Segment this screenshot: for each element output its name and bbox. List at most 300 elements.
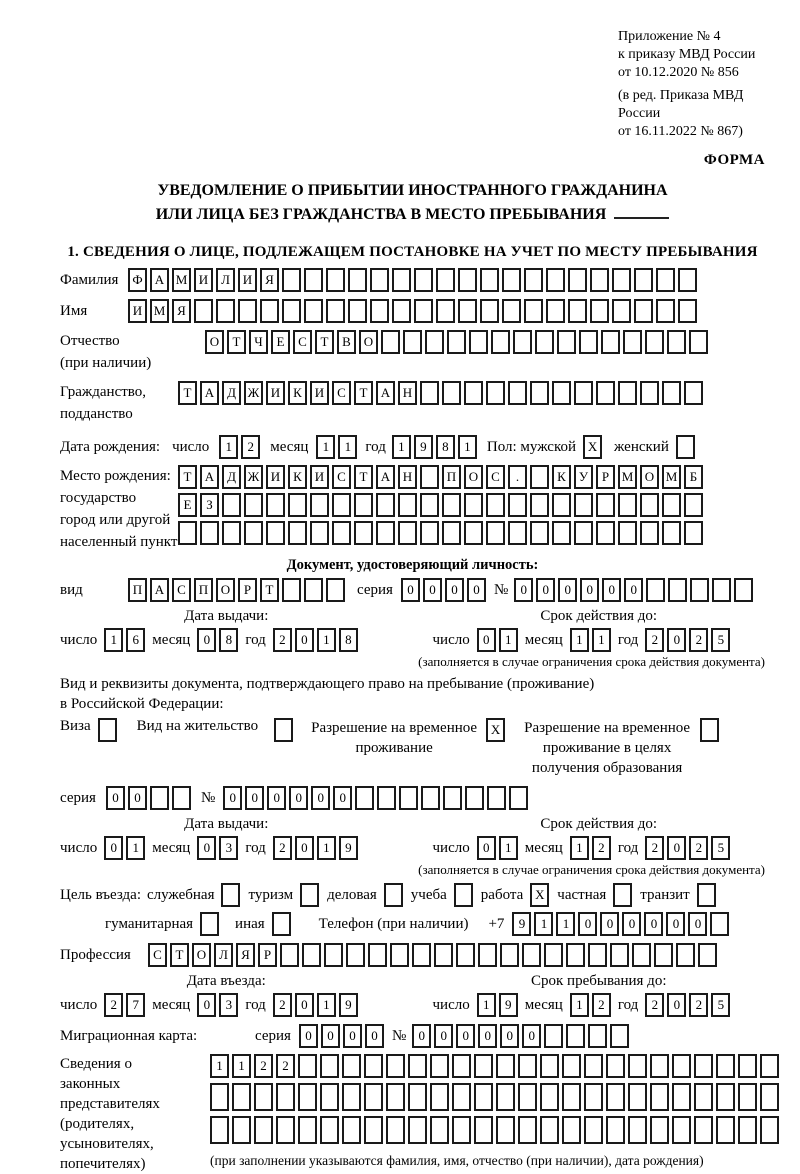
form-cell[interactable] xyxy=(601,330,620,354)
form-cell[interactable] xyxy=(458,268,477,292)
form-cell[interactable] xyxy=(386,1116,405,1144)
form-cell[interactable]: 2 xyxy=(273,836,292,860)
form-cell[interactable] xyxy=(640,493,659,517)
form-cell[interactable]: 1 xyxy=(104,628,123,652)
form-cell[interactable] xyxy=(474,1083,493,1111)
form-cell[interactable]: 6 xyxy=(126,628,145,652)
form-cell[interactable] xyxy=(646,578,665,602)
form-cell[interactable] xyxy=(662,381,681,405)
form-cell[interactable] xyxy=(430,1054,449,1078)
form-cell[interactable] xyxy=(398,521,417,545)
form-cell[interactable]: А xyxy=(200,465,219,489)
form-cell[interactable]: П xyxy=(194,578,213,602)
form-cell[interactable]: 0 xyxy=(333,786,352,810)
form-cell[interactable]: Я xyxy=(172,299,191,323)
form-cell[interactable]: 0 xyxy=(536,578,555,602)
form-cell[interactable] xyxy=(596,493,615,517)
form-cell[interactable] xyxy=(364,1116,383,1144)
form-cell[interactable] xyxy=(606,1054,625,1078)
form-cell[interactable] xyxy=(552,381,571,405)
form-cell[interactable]: Е xyxy=(271,330,290,354)
form-cell[interactable] xyxy=(222,521,241,545)
form-cell[interactable]: 1 xyxy=(316,435,335,459)
form-cell[interactable] xyxy=(645,330,664,354)
form-cell[interactable] xyxy=(200,521,219,545)
form-cell[interactable] xyxy=(509,786,528,810)
form-cell[interactable] xyxy=(496,1083,515,1111)
form-cell[interactable]: 2 xyxy=(104,993,123,1017)
form-cell[interactable]: 0 xyxy=(522,1024,541,1048)
form-cell[interactable] xyxy=(634,268,653,292)
form-cell[interactable] xyxy=(640,381,659,405)
form-cell[interactable]: Т xyxy=(354,381,373,405)
form-cell[interactable] xyxy=(254,1083,273,1111)
form-cell[interactable]: 3 xyxy=(219,836,238,860)
form-cell[interactable] xyxy=(178,521,197,545)
form-cell[interactable] xyxy=(210,1116,229,1144)
form-cell[interactable] xyxy=(436,268,455,292)
form-cell[interactable] xyxy=(430,1116,449,1144)
form-cell[interactable]: 8 xyxy=(339,628,358,652)
form-cell[interactable]: Ж xyxy=(244,381,263,405)
form-cell[interactable]: 8 xyxy=(436,435,455,459)
form-cell[interactable] xyxy=(738,1054,757,1078)
form-cell[interactable] xyxy=(464,381,483,405)
form-cell[interactable] xyxy=(324,943,343,967)
form-cell[interactable]: 2 xyxy=(273,628,292,652)
form-cell[interactable]: П xyxy=(128,578,147,602)
form-cell[interactable] xyxy=(738,1083,757,1111)
form-cell[interactable]: 0 xyxy=(321,1024,340,1048)
form-cell[interactable] xyxy=(456,943,475,967)
form-cell[interactable]: 0 xyxy=(514,578,533,602)
form-cell[interactable] xyxy=(436,299,455,323)
form-cell[interactable] xyxy=(684,381,703,405)
form-cell[interactable] xyxy=(342,1054,361,1078)
form-cell[interactable] xyxy=(596,521,615,545)
form-cell[interactable]: 0 xyxy=(289,786,308,810)
form-cell[interactable]: О xyxy=(359,330,378,354)
form-cell[interactable] xyxy=(172,786,191,810)
form-cell[interactable]: М xyxy=(618,465,637,489)
form-cell[interactable] xyxy=(480,299,499,323)
form-cell[interactable]: 0 xyxy=(624,578,643,602)
form-cell[interactable]: Т xyxy=(315,330,334,354)
form-cell[interactable] xyxy=(464,521,483,545)
form-cell[interactable] xyxy=(442,521,461,545)
form-cell[interactable] xyxy=(574,493,593,517)
form-cell[interactable]: С xyxy=(486,465,505,489)
form-cell[interactable] xyxy=(392,268,411,292)
form-cell[interactable] xyxy=(260,299,279,323)
form-cell[interactable] xyxy=(478,943,497,967)
form-cell[interactable]: 2 xyxy=(645,628,664,652)
form-cell[interactable] xyxy=(392,299,411,323)
form-cell[interactable]: Т xyxy=(170,943,189,967)
form-cell[interactable] xyxy=(568,268,587,292)
form-cell[interactable]: 1 xyxy=(477,993,496,1017)
form-cell[interactable] xyxy=(513,330,532,354)
form-cell[interactable] xyxy=(282,578,301,602)
form-cell[interactable] xyxy=(474,1116,493,1144)
form-cell[interactable] xyxy=(590,268,609,292)
transit-checkbox[interactable] xyxy=(697,883,716,907)
form-cell[interactable]: 2 xyxy=(689,628,708,652)
form-cell[interactable] xyxy=(678,268,697,292)
form-cell[interactable] xyxy=(606,1116,625,1144)
form-cell[interactable] xyxy=(216,299,235,323)
form-cell[interactable] xyxy=(698,943,717,967)
form-cell[interactable]: А xyxy=(150,578,169,602)
form-cell[interactable]: Д xyxy=(222,465,241,489)
form-cell[interactable] xyxy=(546,268,565,292)
form-cell[interactable] xyxy=(694,1116,713,1144)
form-cell[interactable]: 0 xyxy=(600,912,619,936)
form-cell[interactable] xyxy=(634,299,653,323)
form-cell[interactable] xyxy=(628,1054,647,1078)
form-cell[interactable]: Л xyxy=(216,268,235,292)
form-cell[interactable]: 0 xyxy=(295,993,314,1017)
form-cell[interactable]: Б xyxy=(684,465,703,489)
form-cell[interactable]: И xyxy=(194,268,213,292)
form-cell[interactable]: 5 xyxy=(711,628,730,652)
form-cell[interactable]: З xyxy=(200,493,219,517)
form-cell[interactable] xyxy=(496,1054,515,1078)
work-checkbox[interactable]: X xyxy=(530,883,549,907)
form-cell[interactable] xyxy=(535,330,554,354)
form-cell[interactable]: 2 xyxy=(592,993,611,1017)
form-cell[interactable]: 2 xyxy=(276,1054,295,1078)
form-cell[interactable]: 0 xyxy=(667,836,686,860)
form-cell[interactable]: К xyxy=(552,465,571,489)
study-checkbox[interactable] xyxy=(454,883,473,907)
form-cell[interactable] xyxy=(266,493,285,517)
form-cell[interactable] xyxy=(425,330,444,354)
form-cell[interactable] xyxy=(302,943,321,967)
form-cell[interactable] xyxy=(530,381,549,405)
form-cell[interactable] xyxy=(544,1024,563,1048)
form-cell[interactable]: Н xyxy=(398,381,417,405)
form-cell[interactable]: 0 xyxy=(434,1024,453,1048)
form-cell[interactable]: 2 xyxy=(241,435,260,459)
form-cell[interactable] xyxy=(618,381,637,405)
form-cell[interactable]: И xyxy=(238,268,257,292)
form-cell[interactable]: 0 xyxy=(245,786,264,810)
form-cell[interactable] xyxy=(310,521,329,545)
form-cell[interactable] xyxy=(364,1083,383,1111)
form-cell[interactable] xyxy=(469,330,488,354)
form-cell[interactable]: А xyxy=(150,268,169,292)
form-cell[interactable]: 5 xyxy=(711,836,730,860)
form-cell[interactable]: 0 xyxy=(104,836,123,860)
form-cell[interactable] xyxy=(760,1054,779,1078)
form-cell[interactable] xyxy=(304,299,323,323)
form-cell[interactable] xyxy=(474,1054,493,1078)
form-cell[interactable]: 9 xyxy=(499,993,518,1017)
form-cell[interactable]: 0 xyxy=(666,912,685,936)
form-cell[interactable]: О xyxy=(216,578,235,602)
form-cell[interactable] xyxy=(486,381,505,405)
form-cell[interactable] xyxy=(266,521,285,545)
form-cell[interactable] xyxy=(408,1054,427,1078)
form-cell[interactable]: 8 xyxy=(219,628,238,652)
form-cell[interactable]: 0 xyxy=(343,1024,362,1048)
form-cell[interactable] xyxy=(332,493,351,517)
form-cell[interactable] xyxy=(386,1054,405,1078)
form-cell[interactable] xyxy=(326,299,345,323)
form-cell[interactable]: 0 xyxy=(299,1024,318,1048)
form-cell[interactable]: 0 xyxy=(578,912,597,936)
form-cell[interactable]: 0 xyxy=(602,578,621,602)
form-cell[interactable]: 1 xyxy=(338,435,357,459)
form-cell[interactable] xyxy=(403,330,422,354)
form-cell[interactable] xyxy=(518,1054,537,1078)
form-cell[interactable] xyxy=(430,1083,449,1111)
form-cell[interactable] xyxy=(298,1116,317,1144)
form-cell[interactable]: 1 xyxy=(556,912,575,936)
form-cell[interactable] xyxy=(574,521,593,545)
form-cell[interactable]: 1 xyxy=(210,1054,229,1078)
form-cell[interactable] xyxy=(298,1083,317,1111)
form-cell[interactable]: Ж xyxy=(244,465,263,489)
form-cell[interactable]: 0 xyxy=(478,1024,497,1048)
form-cell[interactable] xyxy=(376,521,395,545)
form-cell[interactable] xyxy=(232,1116,251,1144)
form-cell[interactable]: 1 xyxy=(592,628,611,652)
form-cell[interactable]: 0 xyxy=(644,912,663,936)
form-cell[interactable]: 0 xyxy=(401,578,420,602)
form-cell[interactable] xyxy=(381,330,400,354)
form-cell[interactable] xyxy=(386,1083,405,1111)
form-cell[interactable]: 2 xyxy=(689,836,708,860)
form-cell[interactable]: 9 xyxy=(512,912,531,936)
form-cell[interactable]: 1 xyxy=(317,993,336,1017)
form-cell[interactable] xyxy=(496,1116,515,1144)
form-cell[interactable] xyxy=(414,299,433,323)
form-cell[interactable]: Т xyxy=(227,330,246,354)
form-cell[interactable]: 0 xyxy=(267,786,286,810)
visa-checkbox[interactable] xyxy=(98,718,117,742)
form-cell[interactable]: 1 xyxy=(458,435,477,459)
form-cell[interactable] xyxy=(662,493,681,517)
form-cell[interactable]: Я xyxy=(260,268,279,292)
form-cell[interactable] xyxy=(150,786,169,810)
form-cell[interactable] xyxy=(518,1116,537,1144)
form-cell[interactable] xyxy=(364,1054,383,1078)
form-cell[interactable] xyxy=(238,299,257,323)
form-cell[interactable] xyxy=(590,299,609,323)
form-cell[interactable] xyxy=(282,299,301,323)
form-cell[interactable] xyxy=(414,268,433,292)
form-cell[interactable]: 1 xyxy=(499,628,518,652)
form-cell[interactable] xyxy=(566,1024,585,1048)
form-cell[interactable] xyxy=(676,943,695,967)
form-cell[interactable]: О xyxy=(464,465,483,489)
form-cell[interactable] xyxy=(610,1024,629,1048)
form-cell[interactable] xyxy=(408,1116,427,1144)
form-cell[interactable]: 1 xyxy=(317,628,336,652)
form-cell[interactable]: 0 xyxy=(688,912,707,936)
form-cell[interactable]: 0 xyxy=(622,912,641,936)
form-cell[interactable] xyxy=(464,493,483,517)
form-cell[interactable] xyxy=(421,786,440,810)
form-cell[interactable] xyxy=(716,1116,735,1144)
form-cell[interactable]: 0 xyxy=(412,1024,431,1048)
form-cell[interactable]: 0 xyxy=(667,628,686,652)
form-cell[interactable] xyxy=(716,1083,735,1111)
form-cell[interactable] xyxy=(486,493,505,517)
form-cell[interactable] xyxy=(552,521,571,545)
form-cell[interactable]: 1 xyxy=(570,628,589,652)
form-cell[interactable]: И xyxy=(310,381,329,405)
form-cell[interactable]: К xyxy=(288,465,307,489)
form-cell[interactable] xyxy=(276,1116,295,1144)
form-cell[interactable] xyxy=(612,268,631,292)
form-cell[interactable] xyxy=(584,1116,603,1144)
form-cell[interactable] xyxy=(354,493,373,517)
form-cell[interactable] xyxy=(584,1054,603,1078)
form-cell[interactable]: Т xyxy=(260,578,279,602)
form-cell[interactable]: 0 xyxy=(197,836,216,860)
form-cell[interactable] xyxy=(442,493,461,517)
form-cell[interactable] xyxy=(508,493,527,517)
form-cell[interactable] xyxy=(667,330,686,354)
form-cell[interactable] xyxy=(244,493,263,517)
form-cell[interactable]: 1 xyxy=(499,836,518,860)
temp-residence-edu-checkbox[interactable] xyxy=(700,718,719,742)
form-cell[interactable]: И xyxy=(310,465,329,489)
form-cell[interactable]: А xyxy=(200,381,219,405)
form-cell[interactable] xyxy=(254,1116,273,1144)
form-cell[interactable]: С xyxy=(172,578,191,602)
form-cell[interactable]: 0 xyxy=(197,993,216,1017)
form-cell[interactable] xyxy=(465,786,484,810)
form-cell[interactable]: А xyxy=(376,465,395,489)
official-checkbox[interactable] xyxy=(221,883,240,907)
form-cell[interactable]: 9 xyxy=(414,435,433,459)
form-cell[interactable] xyxy=(618,521,637,545)
form-cell[interactable] xyxy=(518,1083,537,1111)
form-cell[interactable]: 9 xyxy=(339,993,358,1017)
form-cell[interactable] xyxy=(458,299,477,323)
form-cell[interactable]: 0 xyxy=(295,628,314,652)
form-cell[interactable] xyxy=(656,299,675,323)
form-cell[interactable] xyxy=(320,1116,339,1144)
form-cell[interactable]: 0 xyxy=(580,578,599,602)
form-cell[interactable]: П xyxy=(442,465,461,489)
form-cell[interactable]: 0 xyxy=(558,578,577,602)
form-cell[interactable]: 2 xyxy=(592,836,611,860)
form-cell[interactable] xyxy=(760,1083,779,1111)
form-cell[interactable] xyxy=(442,381,461,405)
form-cell[interactable]: И xyxy=(266,465,285,489)
form-cell[interactable] xyxy=(508,381,527,405)
form-cell[interactable]: Р xyxy=(596,465,615,489)
form-cell[interactable] xyxy=(632,943,651,967)
form-cell[interactable] xyxy=(710,912,729,936)
form-cell[interactable] xyxy=(672,1116,691,1144)
form-cell[interactable] xyxy=(491,330,510,354)
form-cell[interactable]: М xyxy=(150,299,169,323)
form-cell[interactable] xyxy=(508,521,527,545)
form-cell[interactable] xyxy=(354,521,373,545)
form-cell[interactable] xyxy=(672,1054,691,1078)
form-cell[interactable]: Т xyxy=(354,465,373,489)
form-cell[interactable] xyxy=(712,578,731,602)
form-cell[interactable] xyxy=(530,521,549,545)
form-cell[interactable] xyxy=(650,1054,669,1078)
form-cell[interactable]: Н xyxy=(398,465,417,489)
business-checkbox[interactable] xyxy=(384,883,403,907)
form-cell[interactable]: 2 xyxy=(645,993,664,1017)
male-checkbox[interactable]: X xyxy=(583,435,602,459)
form-cell[interactable] xyxy=(194,299,213,323)
form-cell[interactable] xyxy=(377,786,396,810)
form-cell[interactable] xyxy=(447,330,466,354)
form-cell[interactable]: 0 xyxy=(128,786,147,810)
form-cell[interactable]: С xyxy=(332,381,351,405)
form-cell[interactable] xyxy=(346,943,365,967)
private-checkbox[interactable] xyxy=(613,883,632,907)
form-cell[interactable] xyxy=(640,521,659,545)
form-cell[interactable] xyxy=(522,943,541,967)
form-cell[interactable]: 7 xyxy=(126,993,145,1017)
form-cell[interactable] xyxy=(486,521,505,545)
form-cell[interactable] xyxy=(628,1116,647,1144)
form-cell[interactable]: Д xyxy=(222,381,241,405)
form-cell[interactable]: 2 xyxy=(273,993,292,1017)
form-cell[interactable]: О xyxy=(205,330,224,354)
form-cell[interactable]: 1 xyxy=(126,836,145,860)
form-cell[interactable] xyxy=(420,381,439,405)
form-cell[interactable]: С xyxy=(332,465,351,489)
form-cell[interactable]: Р xyxy=(258,943,277,967)
form-cell[interactable] xyxy=(398,493,417,517)
form-cell[interactable] xyxy=(734,578,753,602)
form-cell[interactable]: 0 xyxy=(295,836,314,860)
form-cell[interactable] xyxy=(500,943,519,967)
form-cell[interactable]: 1 xyxy=(219,435,238,459)
form-cell[interactable]: Ф xyxy=(128,268,147,292)
form-cell[interactable] xyxy=(612,299,631,323)
form-cell[interactable] xyxy=(348,299,367,323)
form-cell[interactable]: 1 xyxy=(392,435,411,459)
form-cell[interactable]: 0 xyxy=(197,628,216,652)
form-cell[interactable] xyxy=(760,1116,779,1144)
form-cell[interactable] xyxy=(557,330,576,354)
form-cell[interactable] xyxy=(562,1054,581,1078)
form-cell[interactable] xyxy=(480,268,499,292)
form-cell[interactable]: Р xyxy=(238,578,257,602)
form-cell[interactable] xyxy=(662,521,681,545)
form-cell[interactable] xyxy=(623,330,642,354)
form-cell[interactable] xyxy=(434,943,453,967)
form-cell[interactable] xyxy=(606,1083,625,1111)
form-cell[interactable] xyxy=(452,1116,471,1144)
form-cell[interactable] xyxy=(694,1054,713,1078)
form-cell[interactable]: 0 xyxy=(477,836,496,860)
form-cell[interactable] xyxy=(399,786,418,810)
form-cell[interactable] xyxy=(596,381,615,405)
form-cell[interactable] xyxy=(280,943,299,967)
form-cell[interactable] xyxy=(566,943,585,967)
form-cell[interactable] xyxy=(412,943,431,967)
form-cell[interactable]: О xyxy=(640,465,659,489)
form-cell[interactable]: Т xyxy=(178,381,197,405)
form-cell[interactable] xyxy=(650,1116,669,1144)
form-cell[interactable] xyxy=(232,1083,251,1111)
form-cell[interactable] xyxy=(487,786,506,810)
